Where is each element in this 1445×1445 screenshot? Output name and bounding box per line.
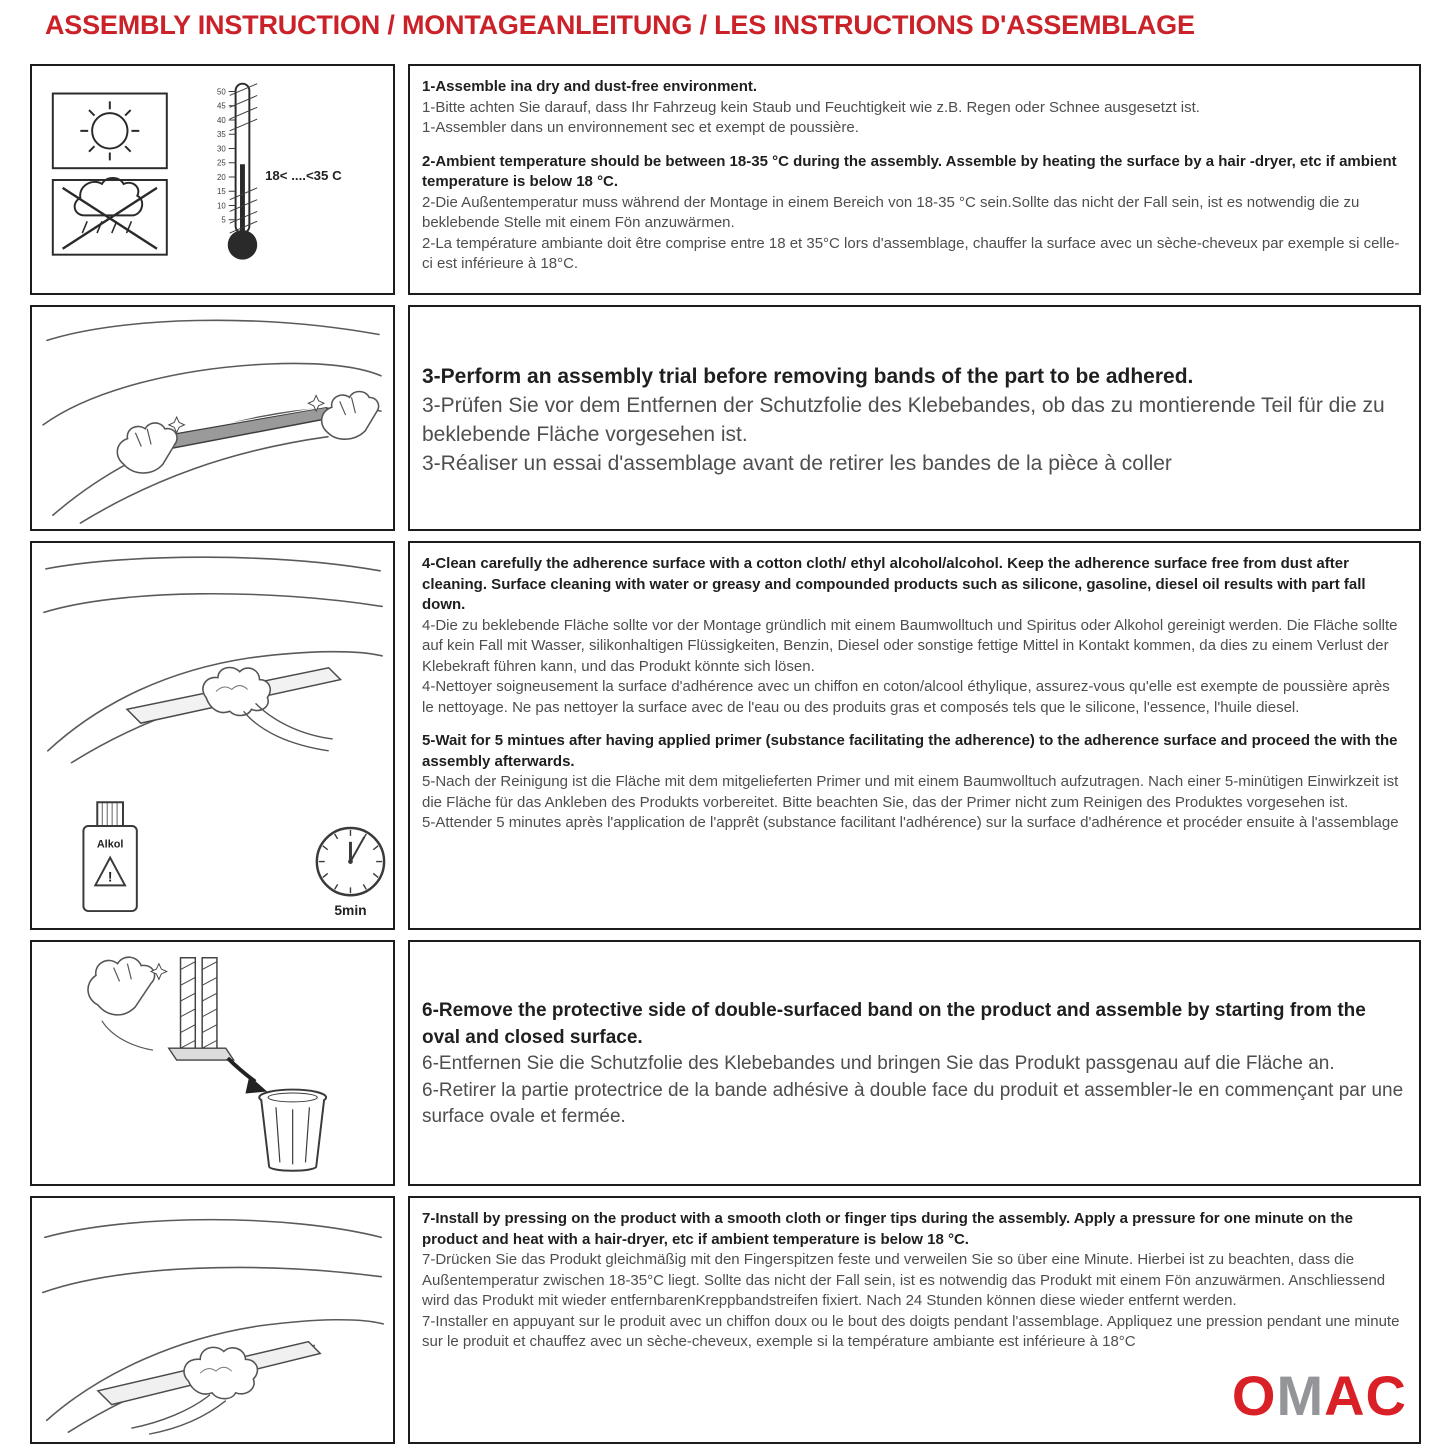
- clock-icon: [317, 828, 384, 918]
- thermometer-icon: [217, 84, 342, 260]
- paragraph-gap: [422, 718, 1405, 731]
- logo-letter: A: [1324, 1364, 1366, 1427]
- climate-thermometer-icon: [32, 66, 393, 293]
- text-step-3: [408, 305, 1421, 531]
- temperature-range-label: 18< ....<35 C: [265, 167, 342, 183]
- logo-letter: M: [1276, 1364, 1325, 1427]
- sill-trial-icon: [32, 307, 393, 529]
- cleaning-icon: [32, 543, 393, 928]
- right-hand-icon: [322, 391, 379, 439]
- thermometer-scale-label: 10: [217, 201, 226, 211]
- paragraph: 6-Remove the protective side of double-surfaced band on the product and assemble by starting from the oval and closed surface.: [422, 1000, 1366, 1048]
- paragraph: 5-Nach der Reinigung ist die Fläche mit dem mitgelieferten Primer und mit einem Baumwolltuch aufzutragen. Nach einer 5-minütigen Einwirkzeit ist die Fläche für das Ankleben des Produkts vorbereitet. Bitte beachten Sie, das der Primer nicht zum Reinigen des Produktes vorgesehen ist.: [422, 773, 1399, 811]
- paragraph: 4-Die zu beklebende Fläche sollte vor der Montage gründlich mit einem Baumwolltuch und Spiritus oder Alkohol gereinigt werden. Die Fläche sollte auf kein Fall mit Wasser, silikonhaltigen Flüssigkeiten, Benzin, Diesel oder sonstige fettige Mittel in Kontakt kommen, da dies zu einem Verlust der Klebekraft führen kann, und das Produkt könnte sich lösen.: [422, 616, 1398, 675]
- paragraph: 4-Clean carefully the adherence surface with a cotton cloth/ ethyl alcohol/alcohol. Keep the adherence surface free from dust after cleaning. Surface cleaning with water or greasy and compounded products such as silicone, gasoline, diesel oil results with part fall down.: [422, 555, 1366, 613]
- text-step-6: [408, 940, 1421, 1186]
- paragraph: 2-Ambient temperature should be between 18-35 °C during the assembly. Assemble by heating the surface by a hair -dryer, etc if ambient temperature is below 18 °C.: [422, 152, 1397, 190]
- clock-label: 5min: [334, 902, 367, 919]
- paragraph: 3-Prüfen Sie vor dem Entfernen der Schutzfolie des Klebebandes, ob das zu montierende Teil für die zu beklebende Fläche vorgesehen ist.: [422, 393, 1385, 446]
- row-step-6: [30, 940, 1421, 1186]
- thermometer-scale-label: 50: [217, 87, 226, 97]
- arrow-down-icon: [228, 1058, 267, 1093]
- paragraph: 7-Installer en appuyant sur le produit avec un chiffon doux ou le bout des doigts pendant l'assemblage. Appliquez une pression pendant une minute sur le produit et chauffez avec un sèche-cheveux, exemple si la température ambiante est inférieure à 18°C: [422, 1312, 1400, 1350]
- thermometer-scale-label: 40: [217, 115, 226, 125]
- paragraph: 5-Wait for 5 mintues after having applied primer (substance facilitating the adherence) to the adherence surface and proceed the with the assembly afterwards.: [422, 732, 1398, 770]
- paragraph: 2-Die Außentemperatur muss während der Montage in einem Bereich von 18-35 °C sein.Sollte das nicht der Fall sein, ist es notwendig die zu beklebende Stelle mit einem Fön anzuwärmen.: [422, 193, 1360, 231]
- alcohol-bottle-icon: [83, 802, 136, 911]
- paragraph: 1-Bitte achten Sie darauf, dass Ihr Fahrzeug kein Staub und Feuchtigkeit wie z.B. Regen oder Schnee ausgesetzt ist.: [422, 98, 1200, 116]
- logo-letter: O: [1231, 1364, 1277, 1427]
- trash-can-icon: [259, 1090, 326, 1171]
- thermometer-scale-label: 25: [217, 158, 226, 168]
- thermometer-scale-label: 45: [217, 101, 226, 111]
- row-steps-4-5: [30, 541, 1421, 930]
- paragraph: 2-La température ambiante doit être comprise entre 18 et 35°C lors d'assemblage, chauffer la surface avec un sèche-cheveux par exemple si celle-ci est inférieure à 18°C.: [422, 234, 1400, 272]
- row-steps-1-2: [30, 64, 1421, 295]
- illustration-peel-box: [30, 940, 395, 1186]
- text-steps-4-5: [408, 541, 1421, 930]
- left-hand-icon: [117, 423, 177, 473]
- illustration-trial-box: [30, 305, 395, 531]
- row-step-3: [30, 305, 1421, 531]
- paragraph-gap: [422, 139, 1405, 152]
- paragraph: 3-Réaliser un essai d'assemblage avant de retirer les bandes de la pièce à coller: [422, 451, 1172, 475]
- logo-letter: C: [1365, 1364, 1407, 1427]
- peeling-hand-icon: [88, 957, 155, 1050]
- illustration-press-box: [30, 1196, 395, 1444]
- door-sill-trim: [159, 407, 336, 448]
- paragraph: 7-Drücken Sie das Produkt gleichmäßig mit den Fingerspitzen feste und verweilen Sie so über eine Minute. Hierbei ist zu beachten, dass die Außentemperatur zwischen 18-35°C liegt. Sollte das nicht der Fall sein, ist es notwendig das Produkt mit einem Fön anzuwärmen. Anschliessend wird das Produkt mit wieder entfernbarenKreppbandstreifen fixiert. Nach 24 Stunden können diese wieder entfernt werden.: [422, 1251, 1386, 1309]
- row-step-7: [30, 1196, 1421, 1444]
- paragraph: 1-Assemble ina dry and dust-free environment.: [422, 78, 758, 95]
- thermometer-scale-label: 5: [221, 215, 226, 225]
- thermometer-scale-label: 20: [217, 172, 226, 182]
- illustration-cleaning-box: [30, 541, 395, 930]
- adhesive-bands-icon: [169, 958, 234, 1060]
- omac-logo: [1231, 1364, 1407, 1427]
- bottle-label: Alkol: [96, 838, 124, 851]
- page-title: ASSEMBLY INSTRUCTION / MONTAGEANLEITUNG / LES INSTRUCTIONS D'ASSEMBLAGE: [45, 10, 1195, 40]
- press-install-icon: [32, 1198, 393, 1442]
- paragraph: 1-Assembler dans un environnement sec et exempt de poussière.: [422, 119, 859, 136]
- text-steps-1-2: [408, 64, 1421, 295]
- paragraph: 7-Install by pressing on the product with a smooth cloth or finger tips during the assembly. Apply a pressure for one minute on the product and heat with a hair-dryer, etc if ambient temperature is below 18 °C.: [422, 1210, 1353, 1248]
- thermometer-scale-label: 35: [217, 130, 226, 140]
- paragraph: 6-Entfernen Sie die Schutzfolie des Klebebandes und bringen Sie das Produkt passgenau auf die Fläche an.: [422, 1053, 1335, 1075]
- no-rain-icon: [53, 178, 167, 255]
- paragraph: 6-Retirer la partie protectrice de la bande adhésive à double face du produit et assembler-le en commençant par une surface ovale et fermée.: [422, 1079, 1404, 1128]
- paragraph: 5-Attender 5 minutes après l'application de l'apprêt (substance facilitant l'adhérence) sur la surface d'adhérence et procéder ensuite à l'assemblage: [422, 814, 1399, 831]
- sun-icon: [53, 94, 167, 169]
- paragraph: 3-Perform an assembly trial before removing bands of the part to be adhered.: [422, 364, 1194, 388]
- paragraph: 4-Nettoyer soigneusement la surface d'adhérence avec un chiffon en coton/alcool éthylique, assurez-vous qu'elle est exempte de poussière après le nettoyage. Ne pas nettoyer la surface avec de l'eau ou des produits gras et composés tels que le silicone, l'essence, l'huile diesel.: [422, 678, 1390, 716]
- warning-exclamation: !: [107, 868, 113, 885]
- thermometer-scale-label: 30: [217, 144, 226, 154]
- thermometer-scale-label: 15: [217, 187, 226, 197]
- illustration-climate-box: [30, 64, 395, 295]
- peel-band-icon: [32, 942, 393, 1184]
